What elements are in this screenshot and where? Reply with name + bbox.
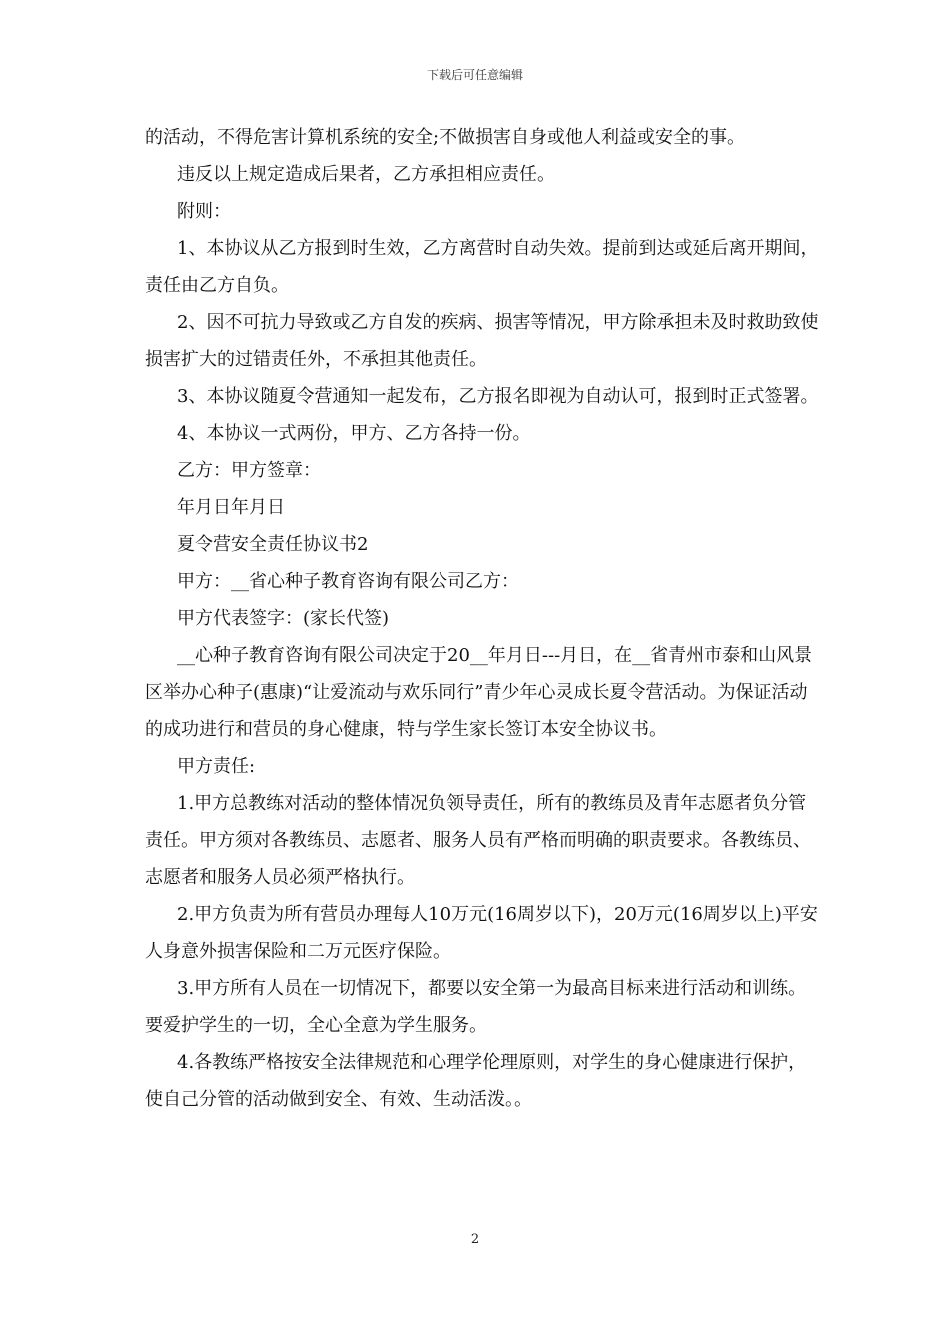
paragraph: 甲方代表签字：(家长代签) [177, 608, 390, 629]
paragraph: 甲方：__省心种子教育咨询有限公司乙方： [177, 571, 519, 592]
paragraph: __心种子教育咨询有限公司决定于20__年月日---月日，在__省青州市泰和山风景区举办心种子(惠康)“让爱流动与欢乐同行”青少年心灵成长夏令营活动。为保证活动的成功进行和营员的身心健康，特与学生家长签订本安全协议书。 [145, 645, 813, 740]
paragraph: 1.甲方总教练对活动的整体情况负领导责任，所有的教练员及青年志愿者负分管责任。甲方须对各教练员、志愿者、服务人员有严格而明确的职责要求。各教练员、志愿者和服务人员必须严格执行。 [145, 793, 811, 888]
paragraph: 1、本协议从乙方报到时生效，乙方离营时自动失效。提前到达或延后离开期间，责任由乙方自负。 [145, 238, 819, 296]
paragraph: 附则： [177, 201, 231, 222]
paragraph: 3、本协议随夏令营通知一起发布，乙方报名即视为自动认可，报到时正式签署。 [177, 386, 819, 407]
paragraph: 乙方：甲方签章： [177, 460, 321, 481]
paragraph: 2、因不可抗力导致或乙方自发的疾病、损害等情况，甲方除承担未及时救助致使损害扩大的过错责任外，不承担其他责任。 [145, 312, 819, 370]
paragraph: 的活动，不得危害计算机系统的安全;不做损害自身或他人利益或安全的事。 [145, 127, 746, 148]
paragraph: 甲方责任: [177, 756, 256, 777]
paragraph: 4.各教练严格按安全法律规范和心理学伦理原则，对学生的身心健康进行保护，使自己分管的活动做到安全、有效、生动活泼。。 [145, 1052, 807, 1110]
paragraph: 年月日年月日 [177, 497, 285, 518]
paragraph: 4、本协议一式两份，甲方、乙方各持一份。 [177, 423, 531, 444]
paragraph: 3.甲方所有人员在一切情况下，都要以安全第一为最高目标来进行活动和训练。要爱护学生的一切，全心全意为学生服务。 [145, 978, 807, 1036]
section-title: 夏令营安全责任协议书2 [177, 534, 369, 555]
page-header: 下载后可任意编辑 [426, 68, 523, 82]
page-number: 2 [470, 1232, 480, 1247]
paragraph: 违反以上规定造成后果者，乙方承担相应责任。 [177, 164, 555, 185]
paragraph: 2.甲方负责为所有营员办理每人10万元(16周岁以下)，20万元(16周岁以上)平安人身意外损害保险和二万元医疗保险。 [145, 904, 818, 962]
document-body [145, 119, 820, 1118]
